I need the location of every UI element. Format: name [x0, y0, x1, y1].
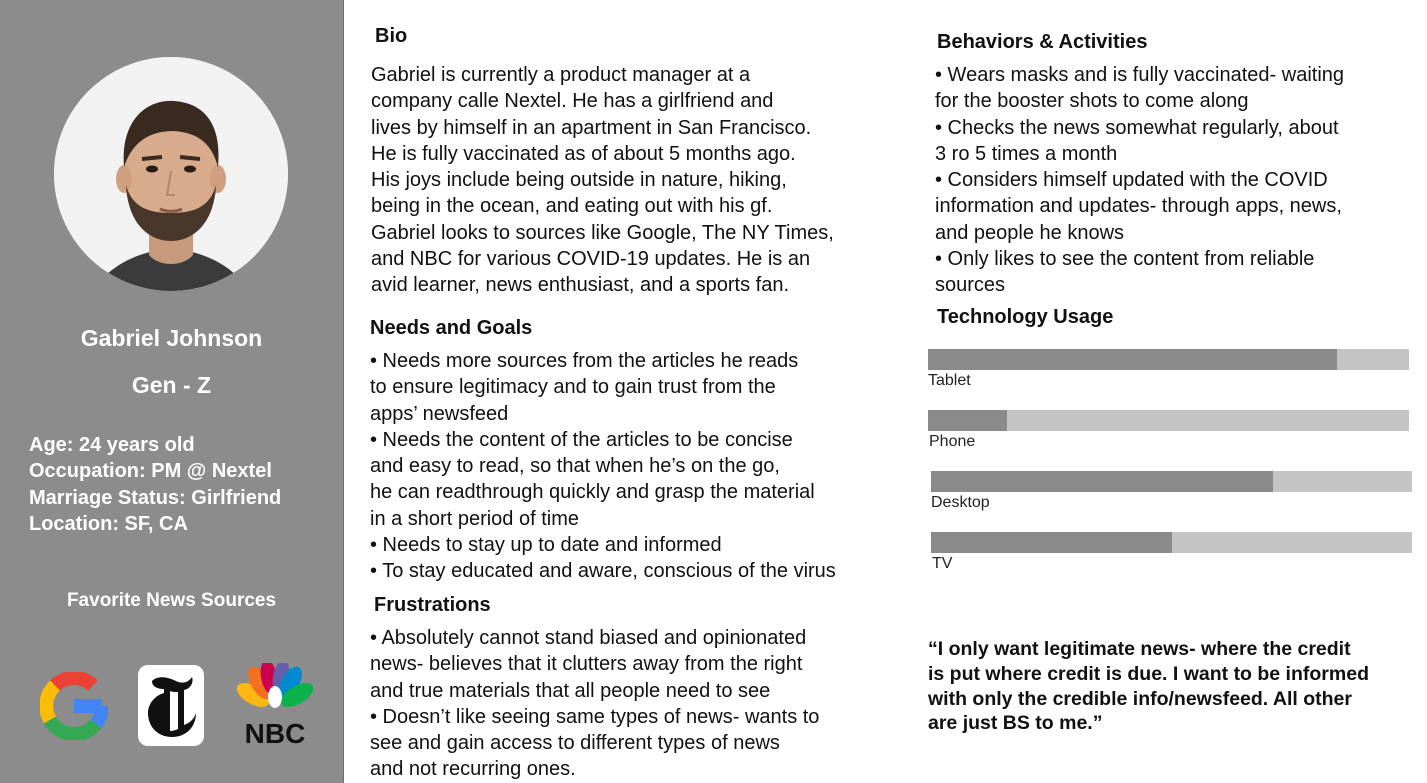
- frustrations-line: and not recurring ones.: [370, 758, 576, 781]
- desktop-usage-label: Desktop: [931, 494, 990, 511]
- needs-text: [370, 348, 836, 585]
- bio-line: and NBC for various COVID-19 updates. He is an: [371, 248, 811, 271]
- needs-line: apps’ newsfeed: [370, 402, 509, 425]
- tablet-usage-bar: [928, 349, 1409, 370]
- quote-line: are just BS to me.”: [928, 712, 1103, 735]
- phone-usage-label: Phone: [929, 433, 976, 450]
- behaviors-text: [935, 62, 1344, 299]
- quote-line: “I only want legitimate news- where the credit: [928, 638, 1351, 660]
- bio-line: avid learner, news enthusiast, and a sports fan.: [371, 274, 790, 297]
- needs-line: to ensure legitimacy and to gain trust from the: [370, 376, 776, 399]
- phone-usage-fill: [928, 410, 1007, 431]
- persona-generation: Gen - Z: [131, 372, 212, 398]
- nbc-peacock-icon: [233, 663, 317, 745]
- behaviors-line: sources: [935, 274, 1006, 297]
- bio-line: Gabriel is currently a product manager at a: [371, 64, 751, 86]
- needs-line: • To stay educated and aware, conscious of the virus: [370, 560, 836, 583]
- favorite-sources-title: Favorite News Sources: [66, 590, 277, 611]
- tv-usage-bar: [931, 532, 1412, 553]
- persona-avatar: [54, 57, 288, 291]
- needs-line: • Needs to stay up to date and informed: [370, 534, 722, 557]
- frustrations-line: see and gain access to different types of news: [370, 732, 780, 755]
- needs-title: Needs and Goals: [370, 317, 533, 339]
- behaviors-line: • Wears masks and is fully vaccinated- waiting: [935, 64, 1345, 86]
- google-icon: [40, 672, 108, 740]
- frustrations-text: [370, 625, 819, 783]
- persona-quote: [928, 637, 1369, 736]
- bio-line: Gabriel looks to sources like Google, The NY Times,: [371, 221, 834, 244]
- persona-photo: [54, 57, 288, 291]
- needs-line: in a short period of time: [370, 507, 579, 530]
- tablet-usage-label: Tablet: [928, 372, 971, 389]
- behaviors-line: information and updates- through apps, news,: [935, 195, 1342, 218]
- frustrations-line: • Doesn’t like seeing same types of news- wants to: [370, 705, 820, 728]
- technology-title: Technology Usage: [937, 306, 1114, 328]
- bio-line: He is fully vaccinated as of about 5 months ago.: [371, 142, 796, 165]
- behaviors-line: • Only likes to see the content from reliable: [935, 248, 1315, 271]
- persona-name: Gabriel Johnson: [80, 325, 263, 351]
- bio-title: Bio: [375, 25, 408, 47]
- tv-usage-fill: [931, 532, 1172, 553]
- nbc-logo-text: NBC: [244, 718, 306, 745]
- persona-location: Location: SF, CA: [29, 512, 188, 535]
- persona-marriage-status: Marriage Status: Girlfriend: [29, 486, 282, 509]
- behaviors-line: • Considers himself updated with the COVID: [935, 169, 1328, 192]
- bio-line: being in the ocean, and eating out with his gf.: [371, 195, 773, 218]
- quote-line: is put where credit is due. I want to be informed: [928, 662, 1369, 685]
- frustrations-title: Frustrations: [374, 594, 491, 616]
- desktop-usage-bar: [931, 471, 1412, 492]
- behaviors-line: • Checks the news somewhat regularly, about: [935, 116, 1339, 139]
- bio-text: [371, 62, 834, 299]
- frustrations-line: • Absolutely cannot stand biased and opinionated: [370, 627, 807, 649]
- needs-line: • Needs more sources from the articles he reads: [370, 350, 799, 372]
- bio-line: His joys include being outside in nature, hiking,: [371, 169, 787, 192]
- nbc-logo: [233, 663, 317, 745]
- needs-line: • Needs the content of the articles to be concise: [370, 428, 793, 451]
- behaviors-line: 3 ro 5 times a month: [935, 142, 1118, 165]
- tablet-usage-fill: [928, 349, 1337, 370]
- bio-line: company calle Nextel. He has a girlfriend and: [371, 90, 774, 113]
- frustrations-line: and true materials that all people need to see: [370, 679, 771, 702]
- behaviors-line: for the booster shots to come along: [935, 90, 1249, 113]
- persona-sidebar: [0, 0, 344, 783]
- google-logo: [40, 672, 108, 740]
- bio-line: lives by himself in an apartment in San Francisco.: [371, 116, 812, 139]
- persona-age: Age: 24 years old: [29, 434, 195, 456]
- desktop-usage-fill: [931, 471, 1273, 492]
- quote-line: with only the credible info/newsfeed. All other: [928, 687, 1352, 710]
- nyt-logo: [138, 665, 204, 746]
- persona-occupation: Occupation: PM @ Nextel: [29, 460, 272, 483]
- behaviors-title: Behaviors & Activities: [937, 31, 1148, 53]
- needs-line: and easy to read, so that when he’s on the go,: [370, 455, 780, 478]
- tv-usage-label: TV: [932, 555, 953, 572]
- nyt-t-icon: [138, 665, 204, 746]
- needs-line: he can readthrough quickly and grasp the material: [370, 481, 815, 504]
- phone-usage-bar: [928, 410, 1409, 431]
- persona-details: [29, 432, 281, 537]
- behaviors-line: and people he knows: [935, 221, 1125, 244]
- frustrations-line: news- believes that it clutters away from the right: [370, 653, 803, 676]
